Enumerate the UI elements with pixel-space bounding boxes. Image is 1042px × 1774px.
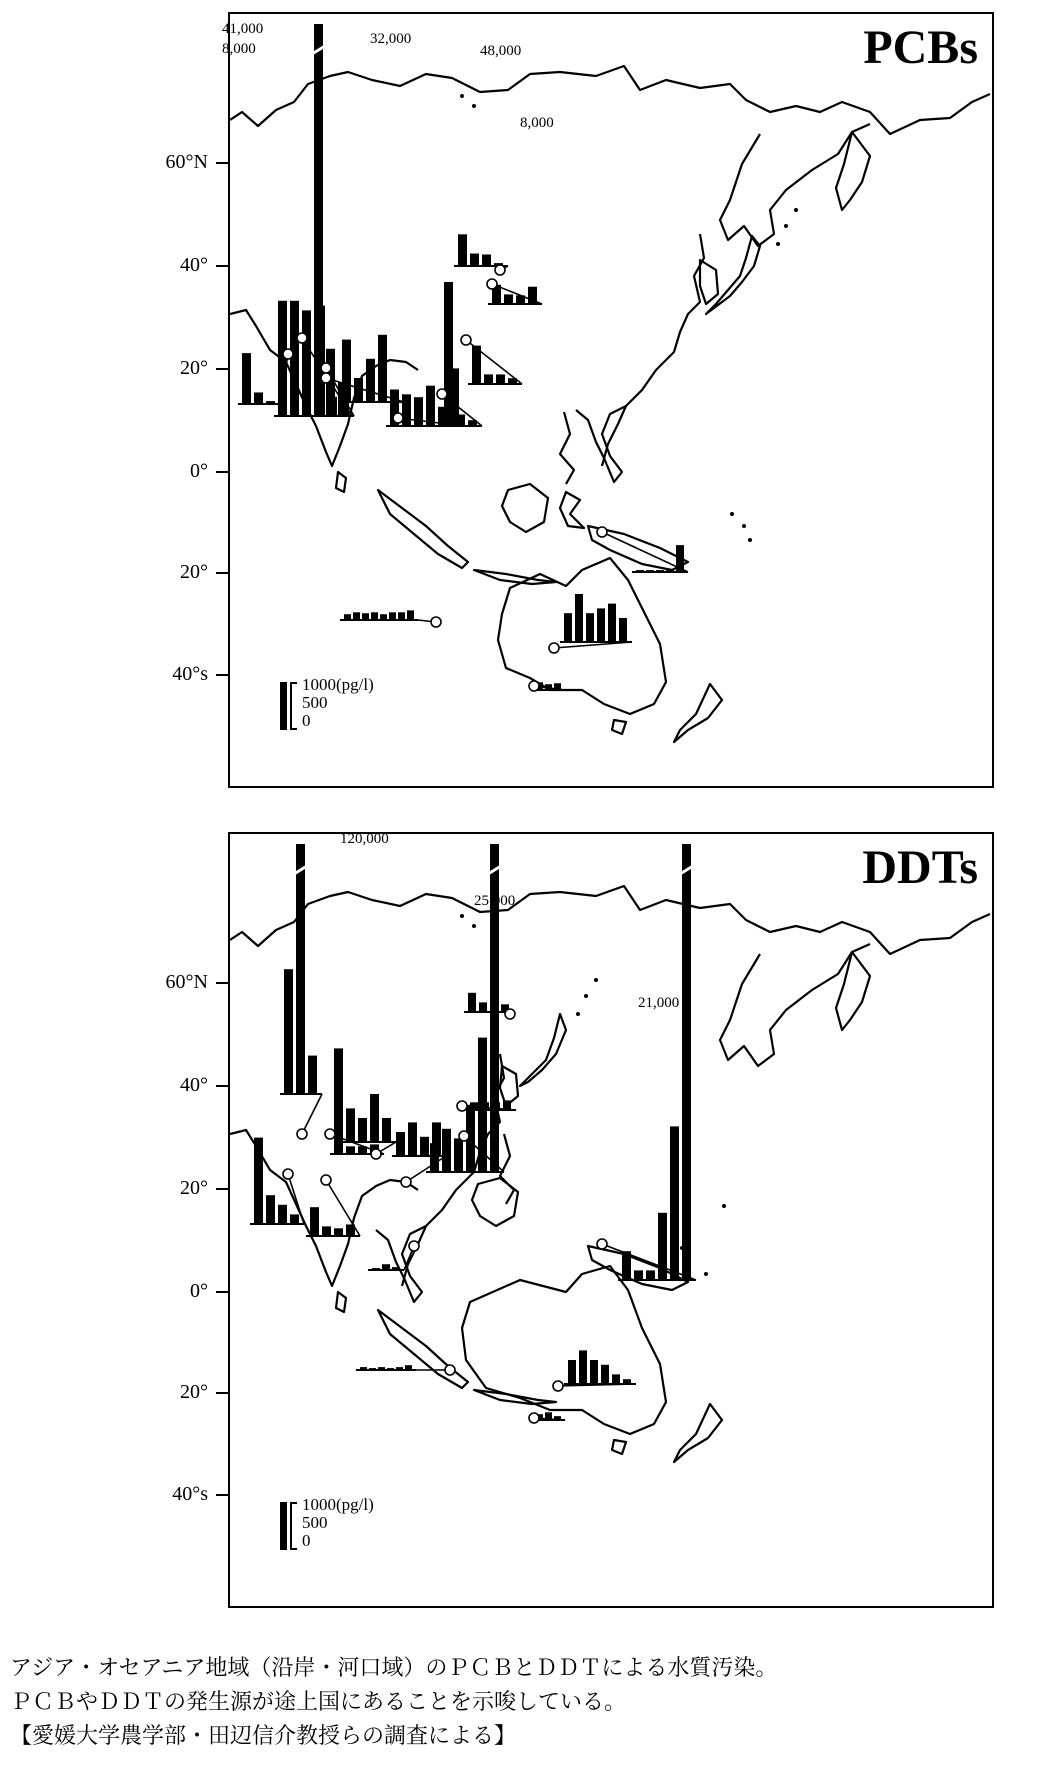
sampling-site-marker — [553, 1381, 563, 1391]
concentration-bar — [634, 1270, 643, 1280]
concentration-bar — [380, 614, 387, 620]
scale-bar — [280, 1502, 287, 1550]
latitude-tick — [216, 1188, 228, 1190]
sampling-site-marker — [445, 1365, 455, 1375]
concentration-bar — [472, 346, 481, 384]
pcb-map — [230, 14, 992, 786]
concentration-bar — [396, 1367, 403, 1370]
concentration-bar — [378, 1367, 385, 1370]
sampling-site-marker — [283, 349, 293, 359]
concentration-bar — [278, 1205, 287, 1224]
concentration-bar — [369, 1368, 376, 1370]
concentration-bar — [442, 1129, 451, 1172]
sampling-site-marker — [549, 643, 559, 653]
concentration-bar — [346, 1108, 355, 1142]
ddt-map — [230, 831, 992, 1606]
concentration-bar — [370, 1094, 379, 1142]
concentration-bar — [371, 612, 378, 620]
concentration-bar — [646, 1270, 655, 1280]
concentration-bar — [346, 1146, 355, 1154]
scale-bracket — [290, 1502, 297, 1550]
scale-legend — [280, 1496, 374, 1550]
concentration-bar — [346, 1224, 355, 1236]
concentration-bar — [344, 614, 351, 620]
latitude-label: 20° — [180, 561, 208, 583]
scale-max: 1000(pg/l) — [302, 675, 374, 694]
value-callout: 21,000 — [638, 995, 680, 1011]
latitude-label: 60°N — [165, 971, 208, 993]
concentration-bar — [382, 1118, 391, 1142]
panel-title: PCBs — [863, 21, 978, 74]
concentration-bar — [284, 969, 293, 1094]
scale-bracket — [290, 682, 297, 730]
value-callout: 32,000 — [370, 31, 412, 47]
concentration-bar — [619, 618, 627, 642]
sampling-site-marker — [529, 1413, 539, 1423]
concentration-bar — [360, 1367, 367, 1370]
latitude-tick — [216, 162, 228, 164]
sampling-site-marker — [393, 413, 403, 423]
concentration-bar — [430, 1143, 439, 1172]
concentration-bar — [676, 545, 684, 572]
concentration-bar — [568, 1360, 576, 1384]
sampling-site-marker — [321, 363, 331, 373]
concentration-bar — [646, 570, 654, 572]
borneo — [472, 1178, 518, 1226]
concentration-bar — [458, 234, 467, 266]
latitude-label: 60°N — [165, 151, 208, 173]
philippines — [500, 1134, 514, 1204]
australia — [462, 1266, 666, 1434]
concentration-bar — [342, 340, 351, 402]
concentration-bar — [372, 1268, 380, 1270]
concentration-bar — [503, 1100, 511, 1110]
ddt-bar-groups — [250, 844, 696, 1420]
pcb-bar-groups — [238, 24, 688, 690]
concentration-bar — [658, 1213, 667, 1280]
concentration-bar — [354, 378, 363, 402]
concentration-bar — [622, 1251, 631, 1280]
concentration-bar — [353, 612, 360, 620]
concentration-bar — [398, 612, 405, 620]
latitude-tick — [216, 674, 228, 676]
latitude-label: 40° — [180, 1074, 208, 1096]
sampling-site-marker — [457, 1101, 467, 1111]
sampling-site-marker — [459, 1131, 469, 1141]
concentration-bar — [389, 612, 396, 620]
concentration-bar — [484, 374, 493, 384]
concentration-bar — [378, 335, 387, 402]
caption-line-2: ＰＣＢやＤＤＴの発生源が途上国にあることを示唆している。 — [10, 1690, 627, 1715]
latitude-tick — [216, 1392, 228, 1394]
concentration-bar — [316, 306, 325, 416]
latitude-label: 40° — [180, 254, 208, 276]
concentration-bar — [334, 1228, 343, 1236]
japan — [520, 1014, 566, 1086]
sampling-site-marker — [409, 1241, 419, 1251]
korea — [700, 260, 718, 304]
sampling-site-marker — [505, 1009, 515, 1019]
scale-mid: 500 — [302, 1512, 328, 1532]
concentration-bar — [516, 295, 525, 304]
concentration-bar — [242, 353, 251, 404]
scale-min: 0 — [302, 710, 311, 730]
java — [474, 570, 556, 584]
sampling-site-marker — [283, 1169, 293, 1179]
latitude-label: 20° — [180, 1177, 208, 1199]
concentration-bar — [597, 608, 605, 642]
latitude-tick — [216, 471, 228, 473]
concentration-bar — [601, 1365, 609, 1384]
japan — [706, 236, 760, 314]
latitude-tick — [216, 368, 228, 370]
caption-line-3: 【愛媛大学農学部・田辺信介教授らの調査による】 — [10, 1724, 517, 1749]
scale-legend — [280, 676, 374, 730]
coastline-north — [230, 886, 990, 954]
value-callout: 8,000 — [520, 115, 554, 131]
value-callout: 25,000 — [474, 893, 516, 909]
concentration-bar — [308, 1056, 317, 1094]
concentration-bar — [482, 254, 491, 266]
value-callout: 8,000 — [222, 41, 256, 57]
concentration-bar — [396, 1132, 405, 1156]
latitude-label: 0° — [190, 1280, 208, 1302]
latitude-label: 20° — [180, 1381, 208, 1403]
latitude-tick — [216, 265, 228, 267]
latitude-label: 40°s — [172, 1483, 208, 1505]
caption-line-1: アジア・オセアニア地域（沿岸・河口域）のＰＣＢとＤＤＴによる水質汚染。 — [10, 1656, 778, 1681]
concentration-bar — [366, 359, 375, 402]
latitude-tick — [216, 1494, 228, 1496]
concentration-bar — [545, 684, 552, 690]
ddt-sampling-sites — [283, 1009, 607, 1423]
concentration-bar — [296, 844, 305, 1094]
sampling-site-marker — [461, 335, 471, 345]
sampling-site-marker — [321, 1175, 331, 1185]
concentration-bar — [496, 374, 505, 384]
coastline-kamchatka — [836, 952, 870, 1030]
concentration-bar — [528, 287, 537, 304]
concentration-bar — [454, 1138, 463, 1172]
concentration-bar — [456, 414, 465, 426]
latitude-tick — [216, 572, 228, 574]
sri-lanka — [336, 472, 346, 492]
concentration-bar — [636, 570, 644, 572]
small-islands — [460, 94, 798, 542]
concentration-bar — [481, 1102, 489, 1110]
concentration-bar — [266, 1195, 275, 1224]
ddt-map-panel — [228, 832, 994, 1608]
latitude-tick — [216, 982, 228, 984]
sampling-site-marker — [297, 1129, 307, 1139]
concentration-bar — [362, 613, 369, 620]
concentration-bar — [468, 420, 477, 426]
concentration-bar — [554, 1416, 561, 1420]
concentration-bar — [623, 1379, 631, 1384]
concentration-bar — [470, 254, 479, 266]
concentration-bar — [575, 594, 583, 642]
sri-lanka — [336, 1292, 346, 1312]
coastline-okhotsk — [720, 124, 870, 246]
concentration-bar — [590, 1360, 598, 1384]
concentration-bar — [407, 610, 414, 620]
latitude-label: 20° — [180, 357, 208, 379]
concentration-bar — [382, 1264, 390, 1270]
concentration-bar — [302, 310, 311, 416]
concentration-bar — [682, 844, 691, 1280]
concentration-bar — [254, 1138, 263, 1224]
tasmania — [612, 1440, 626, 1454]
concentration-bar — [612, 1374, 620, 1384]
value-callout: 48,000 — [480, 43, 522, 59]
sumatra — [378, 1310, 468, 1388]
indochina — [376, 1226, 426, 1302]
sampling-site-marker — [321, 373, 331, 383]
concentration-bar — [358, 1146, 367, 1154]
concentration-bar — [470, 1102, 478, 1110]
concentration-bar — [266, 401, 275, 404]
coastline-north — [230, 66, 990, 134]
concentration-bar — [310, 1207, 319, 1236]
latitude-label: 0° — [190, 460, 208, 482]
figure-caption — [10, 1652, 1030, 1754]
pcb-map-panel — [222, 12, 994, 788]
concentration-bar — [656, 570, 664, 572]
concentration-bar — [554, 683, 561, 690]
concentration-bar — [328, 397, 337, 416]
concentration-bar — [358, 1118, 367, 1142]
concentration-bar — [608, 604, 616, 642]
concentration-bar — [666, 570, 674, 572]
scale-max: 1000(pg/l) — [302, 1495, 374, 1514]
sampling-site-marker — [437, 389, 447, 399]
sampling-site-marker — [597, 1239, 607, 1249]
sampling-site-marker — [529, 681, 539, 691]
concentration-bar — [579, 1350, 587, 1384]
concentration-bar — [586, 613, 594, 642]
concentration-bar — [490, 1002, 498, 1012]
concentration-bar — [426, 386, 435, 426]
concentration-bar — [444, 282, 453, 426]
coastline-kamchatka — [836, 132, 870, 210]
scale-min: 0 — [302, 1530, 311, 1550]
value-callout: 41,000 — [222, 21, 264, 37]
concentration-bar — [479, 1002, 487, 1012]
concentration-bar — [334, 1048, 343, 1154]
concentration-bar — [504, 294, 513, 304]
coastline-china — [602, 234, 704, 466]
concentration-bar — [468, 993, 476, 1012]
concentration-bar — [405, 1365, 412, 1370]
concentration-bar — [414, 397, 423, 426]
concentration-bar — [290, 1214, 299, 1224]
philippines — [560, 412, 574, 484]
site-leader-line — [302, 1094, 322, 1134]
latitude-tick — [216, 1085, 228, 1087]
indochina — [576, 406, 626, 482]
sampling-site-marker — [495, 265, 505, 275]
scale-bar — [280, 682, 287, 730]
sampling-site-marker — [401, 1177, 411, 1187]
concentration-bar — [420, 1137, 429, 1156]
latitude-tick — [216, 1291, 228, 1293]
new-zealand — [674, 684, 722, 742]
concentration-bar — [508, 378, 517, 384]
sampling-site-marker — [487, 279, 497, 289]
concentration-bar — [322, 1226, 331, 1236]
concentration-bar — [392, 1267, 400, 1270]
value-callout: 120,000 — [340, 831, 389, 847]
sampling-site-marker — [597, 527, 607, 537]
concentration-bar — [387, 1368, 394, 1370]
coastline-china — [402, 1054, 504, 1286]
sampling-site-marker — [297, 333, 307, 343]
sampling-site-marker — [325, 1129, 335, 1139]
borneo — [502, 484, 548, 532]
tasmania — [612, 720, 626, 734]
sulawesi — [560, 492, 584, 528]
coastline-okhotsk — [720, 944, 870, 1066]
latitude-label: 40°s — [172, 663, 208, 685]
concentration-bar — [492, 1102, 500, 1110]
concentration-bar — [254, 392, 263, 404]
scale-mid: 500 — [302, 692, 328, 712]
new-zealand — [674, 1404, 722, 1462]
sampling-site-marker — [371, 1149, 381, 1159]
concentration-bar — [402, 394, 411, 426]
concentration-bar — [408, 1122, 417, 1156]
concentration-bar — [670, 1126, 679, 1280]
sampling-site-marker — [431, 617, 441, 627]
panel-title: DDTs — [862, 841, 978, 894]
site-leader-line — [406, 1156, 446, 1182]
sumatra — [378, 490, 468, 568]
concentration-bar — [564, 613, 572, 642]
concentration-bar — [545, 1412, 552, 1420]
